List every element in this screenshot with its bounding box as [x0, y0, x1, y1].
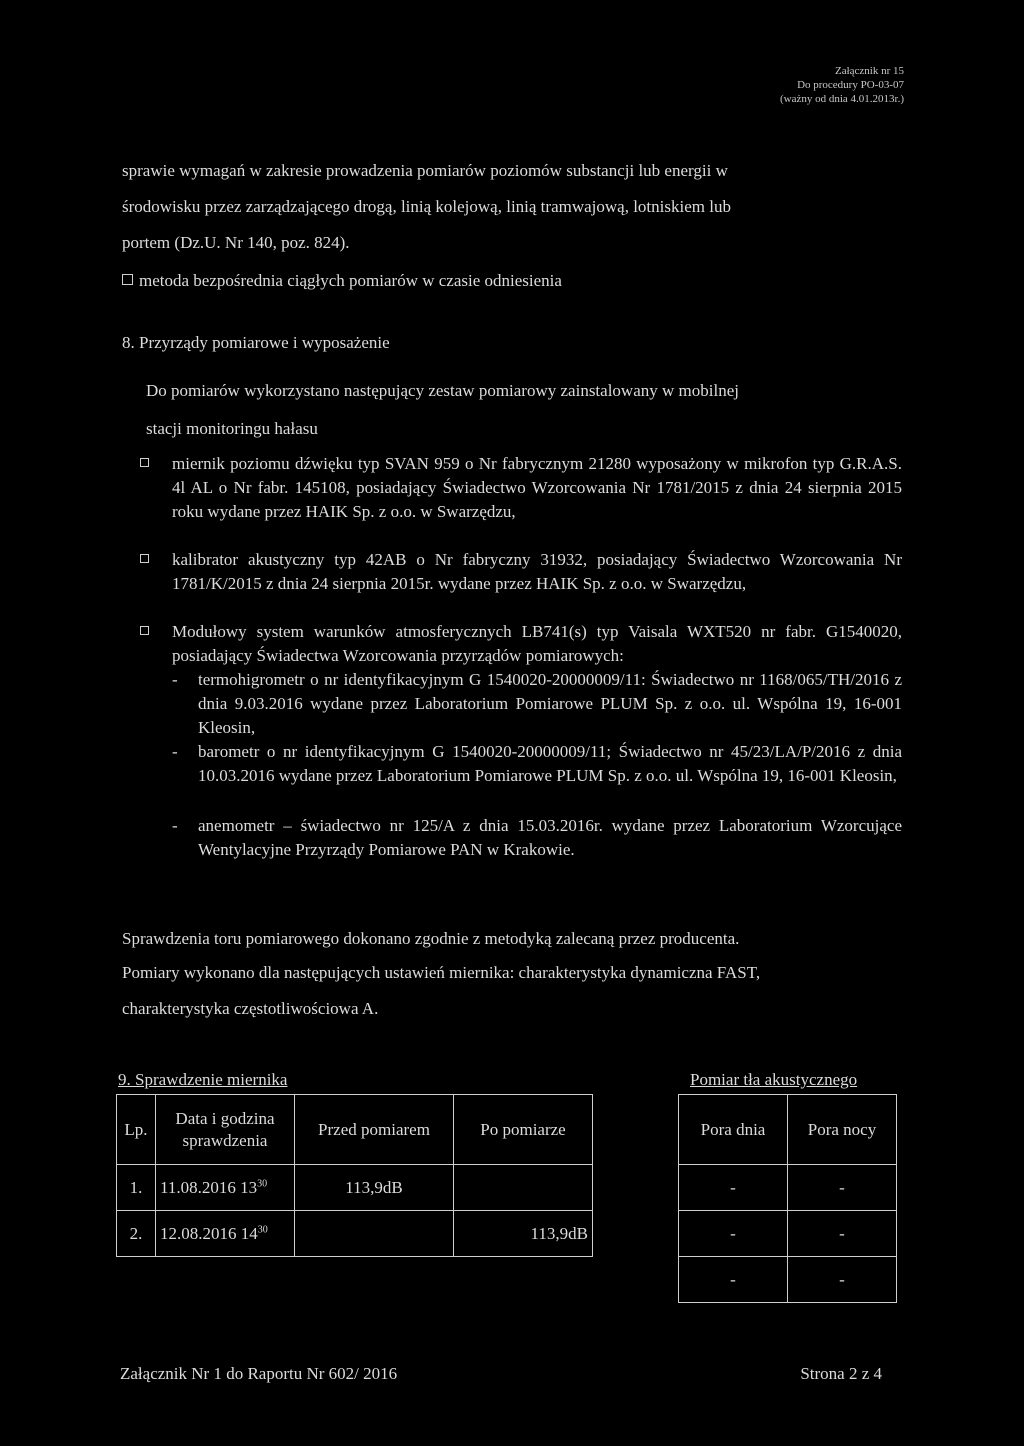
closing-line-2: Pomiary wykonano dla następujących ustawień miernika: charakterystyka dynamiczna FAST, [122, 963, 761, 982]
equipment-item-text: Modułowy system warunków atmosferycznych LB741(s) typ Vaisala WXT520 nr fabr. G1540020, posiadający Świadectwa Wzorcowania przyrządów pomiarowych: [172, 622, 902, 665]
document-header [780, 64, 904, 106]
equipment-item-text: kalibrator akustyczny typ 42AB o Nr fabryczny 31932, posiadający Świadectwo Wzorcowania Nr 1781/K/2015 z dnia 24 sierpnia 2015r. wydane przez HAIK Sp. z o.o. w Swarzędzu, [172, 550, 902, 593]
checkbox-icon [140, 554, 149, 563]
day-value: - [679, 1257, 788, 1303]
equipment-subitem-text: termohigrometr o nr identyfikacyjnym G 1540020-20000009/11: Świadectwo nr 1168/065/TH/2016 z dnia 9.03.2016 wydane przez Laboratorium Pomiarowe PLUM Sp. z o.o. ul. Wspólna 19, 16-001 Kleosin, [198, 670, 902, 737]
column-header: Po pomiarze [454, 1095, 593, 1165]
equipment-subitem-1 [172, 668, 902, 740]
section-8-intro-2: stacji monitoringu hałasu [146, 419, 318, 438]
equipment-subitem-text: barometr o nr identyfikacyjnym G 1540020-20000009/11; Świadectwo nr 45/23/LA/P/2016 z dnia 10.03.2016 wydane przez Laboratorium Pomiarowe PLUM Sp. z o.o. ul. Wspólna 19, 16-001 Kleosin, [198, 742, 902, 785]
checkbox-icon [140, 458, 149, 467]
table-header-row [117, 1095, 593, 1165]
column-header: Pora dnia [679, 1095, 788, 1165]
equipment-subitem-2 [172, 740, 902, 788]
page-number: Strona 2 z 4 [800, 1364, 882, 1383]
meter-check-table [116, 1094, 593, 1257]
row-number: 2. [117, 1211, 156, 1257]
section-8-heading: 8. Przyrządy pomiarowe i wyposażenie [122, 333, 390, 352]
table-header-row [679, 1095, 897, 1165]
night-value: - [788, 1165, 897, 1211]
value-after [454, 1165, 593, 1211]
checkbox-icon [122, 274, 133, 285]
table-row [679, 1211, 897, 1257]
dash-marker: - [172, 742, 178, 761]
table-row [679, 1257, 897, 1303]
background-noise-table [678, 1094, 897, 1303]
column-header: Lp. [117, 1095, 156, 1165]
value-before [295, 1211, 454, 1257]
dash-marker: - [172, 670, 178, 689]
night-value: - [788, 1211, 897, 1257]
table-row [117, 1211, 593, 1257]
section-8-intro-1: Do pomiarów wykorzystano następujący zestaw pomiarowy zainstalowany w mobilnej [146, 381, 739, 400]
checkbox-icon [140, 626, 149, 635]
equipment-item-text: miernik poziomu dźwięku typ SVAN 959 o Nr fabrycznym 21280 wyposażony w mikrofon typ G.R.A.S. 4l AL o Nr fabr. 145108, posiadający Świadectwo Wzorcowania Nr 1781/2015 z dnia 24 sierpnia 2015 roku wydane przez HAIK Sp. z o.o. w Swarzędzu, [172, 454, 902, 521]
check-datetime: 12.08.2016 $14^{30}$ [156, 1211, 295, 1257]
equipment-item-2 [140, 548, 902, 596]
closing-line-1: Sprawdzenia toru pomiarowego dokonano zgodnie z metodyką zalecaną przez producenta. [122, 929, 740, 948]
day-value: - [679, 1211, 788, 1257]
method-option-label: metoda bezpośrednia ciągłych pomiarów w czasie odniesienia [139, 271, 562, 290]
equipment-item-3 [140, 620, 902, 668]
check-datetime: 11.08.2016 $13^{30}$ [156, 1165, 295, 1211]
table-row [117, 1165, 593, 1211]
equipment-subitem-3 [172, 814, 902, 862]
dash-marker: - [172, 816, 178, 835]
header-attachment: Załącznik nr 15 [834, 65, 904, 77]
column-header: Pora nocy [788, 1095, 897, 1165]
equipment-item-1 [140, 452, 902, 524]
table-row [679, 1165, 897, 1211]
intro-line-3: portem (Dz.U. Nr 140, poz. 824). [122, 233, 350, 252]
row-number: 1. [117, 1165, 156, 1211]
equipment-subitem-text: anemometr – świadectwo nr 125/A z dnia 15.03.2016r. wydane przez Laboratorium Wzorcujące Wentylacyjne Przyrządy Pomiarowe PAN w Krakowie. [198, 816, 902, 859]
header-valid-from: (ważny od dnia 4.01.2013r.) [779, 93, 904, 105]
footer-attachment: Załącznik Nr 1 do Raportu Nr 602/ 2016 [120, 1364, 398, 1383]
closing-line-3: charakterystyka częstotliwościowa A. [122, 999, 379, 1018]
background-noise-heading: Pomiar tła akustycznego [690, 1070, 858, 1089]
method-option [122, 270, 902, 291]
header-procedure: Do procedury PO-03-07 [797, 79, 904, 91]
column-header: Przed pomiarem [295, 1095, 454, 1165]
day-value: - [679, 1165, 788, 1211]
value-after: 113,9dB [454, 1211, 593, 1257]
value-before: 113,9dB [295, 1165, 454, 1211]
intro-line-2: środowisku przez zarządzającego drogą, linią kolejową, linią tramwajową, lotniskiem lub [122, 197, 731, 216]
intro-line-1: sprawie wymagań w zakresie prowadzenia pomiarów poziomów substancji lub energii w [122, 161, 728, 180]
column-header: Data i godzina sprawdzenia [156, 1095, 295, 1165]
night-value: - [788, 1257, 897, 1303]
section-9-heading: 9. Sprawdzenie miernika [118, 1070, 288, 1089]
